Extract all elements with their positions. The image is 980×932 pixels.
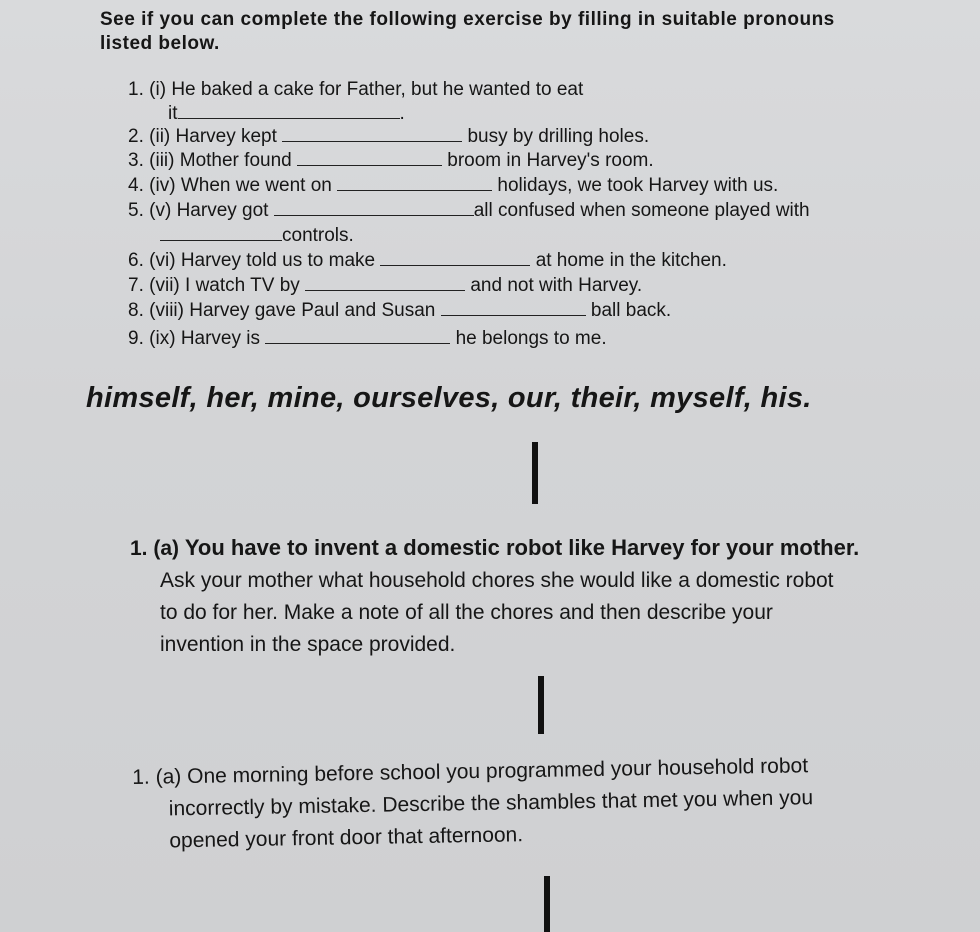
question-3 [128, 149, 654, 173]
answer-blank[interactable] [265, 327, 450, 344]
task-text-line: invention in the space provided. [160, 633, 456, 656]
question-5 [128, 199, 810, 223]
question-1 [128, 78, 583, 102]
answer-blank[interactable] [282, 125, 462, 142]
answer-blank[interactable] [305, 274, 465, 291]
question-text: Harvey is [180, 328, 260, 349]
question-text: When we went on [180, 175, 332, 196]
pronoun-word-list: himself, her, mine, ourselves, our, their, myself, his. [86, 382, 812, 414]
question-roman: (iii) [149, 150, 175, 171]
answer-blank[interactable] [178, 102, 400, 119]
question-8 [128, 299, 671, 323]
question-text: and not with Harvey. [470, 275, 643, 296]
task-label: 1. (a) [132, 765, 182, 789]
divider-bar [544, 876, 550, 932]
question-roman: (vii) [149, 275, 180, 296]
question-1-line-2: it . [168, 103, 405, 124]
question-number: 9. [128, 328, 144, 349]
question-text: Harvey gave Paul and Susan [189, 300, 436, 321]
question-5-line-2 [160, 224, 354, 248]
question-text: it [168, 103, 178, 124]
question-number: 3. [128, 150, 144, 171]
divider-bar [538, 676, 544, 734]
question-text: Harvey got [176, 200, 269, 221]
question-text: holidays, we took Harvey with us. [497, 175, 779, 196]
task-heading: You have to invent a domestic robot like Harvey for your mother. [184, 535, 860, 560]
task-1 [130, 532, 970, 661]
question-text: ball back. [590, 300, 672, 321]
task-text-line: opened your front door that afternoon. [169, 823, 524, 853]
question-number: 2. [128, 126, 144, 147]
question-text: I watch TV by [185, 275, 300, 296]
task-text-line: incorrectly by mistake. Describe the shambles that met you when you [168, 786, 814, 821]
question-number: 5. [128, 200, 144, 221]
question-roman: (i) [149, 79, 167, 100]
question-4 [128, 174, 778, 198]
question-text: broom in Harvey's room. [447, 150, 654, 171]
task-text-line: to do for her. Make a note of all the chores and then describe your [160, 601, 773, 624]
question-text: busy by drilling holes. [467, 126, 650, 147]
question-number: 6. [128, 250, 144, 271]
answer-blank[interactable] [160, 224, 282, 241]
question-text: he belongs to me. [455, 328, 607, 349]
question-roman: (ii) [149, 126, 171, 147]
question-6 [128, 249, 727, 273]
question-roman: (viii) [149, 300, 184, 321]
question-7 [128, 274, 642, 298]
answer-blank[interactable] [274, 199, 474, 216]
question-text: Harvey told us to make [180, 250, 376, 271]
question-2 [128, 125, 649, 149]
task-label: 1. (a) [130, 537, 180, 560]
question-text: He baked a cake for Father, but he wanted to eat [171, 79, 584, 100]
exercise-instructions: See if you can complete the following exercise by filling in suitable pronouns listed below. [100, 9, 835, 54]
question-number: 1. [128, 79, 144, 100]
task-text-line: One morning before school you programmed your household robot [186, 754, 809, 789]
question-9 [128, 327, 607, 351]
question-text: Harvey kept [175, 126, 277, 147]
task-2 [132, 747, 974, 858]
answer-blank[interactable] [297, 149, 442, 166]
task-text-line: Ask your mother what household chores she would like a domestic robot [160, 569, 834, 592]
question-text: at home in the kitchen. [535, 250, 727, 271]
question-number: 7. [128, 275, 144, 296]
question-roman: (ix) [149, 328, 176, 349]
answer-blank[interactable] [337, 174, 492, 191]
question-roman: (v) [149, 200, 172, 221]
answer-blank[interactable] [380, 249, 530, 266]
answer-blank[interactable] [441, 299, 586, 316]
question-text: controls. [282, 225, 354, 246]
question-roman: (iv) [149, 175, 176, 196]
question-text: all confused when someone played with [473, 200, 810, 221]
question-number: 4. [128, 175, 144, 196]
question-roman: (vi) [149, 250, 176, 271]
question-text: Mother found [179, 150, 292, 171]
question-number: 8. [128, 300, 144, 321]
divider-bar [532, 442, 538, 504]
